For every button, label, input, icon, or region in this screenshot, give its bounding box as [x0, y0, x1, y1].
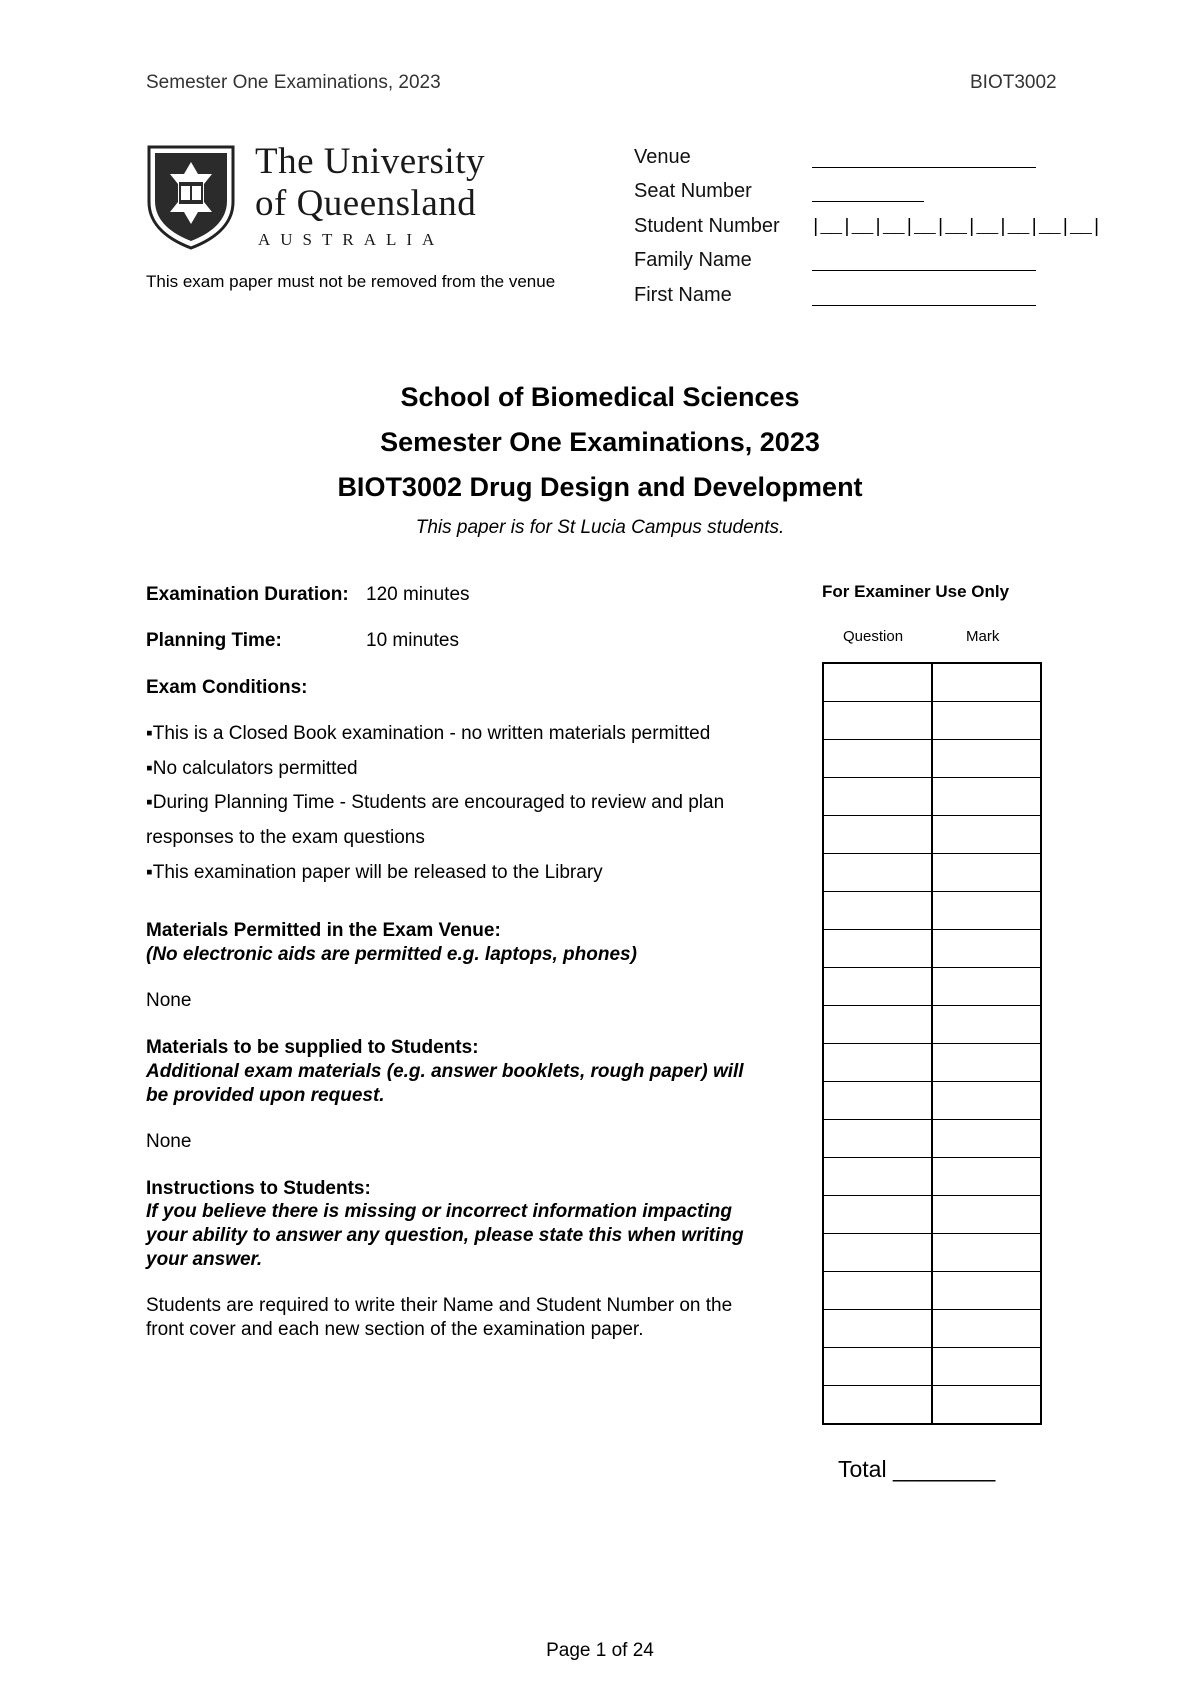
marks-row	[823, 1082, 1041, 1120]
question-cell[interactable]	[823, 663, 932, 702]
duration-value: 120 minutes	[366, 584, 470, 605]
duration-label: Examination Duration:	[146, 584, 349, 605]
materials-supplied-note: Additional exam materials (e.g. answer booklets, rough paper) will	[146, 1061, 744, 1082]
materials-venue-value: None	[146, 990, 192, 1011]
examiner-heading: For Examiner Use Only	[822, 582, 1010, 601]
family-name-field[interactable]	[812, 270, 1036, 271]
first-name-field[interactable]	[812, 305, 1036, 306]
question-cell[interactable]	[823, 1158, 932, 1196]
question-cell[interactable]	[823, 968, 932, 1006]
venue-label: Venue	[634, 146, 691, 168]
condition-item: ▪This is a Closed Book examination - no written materials permitted	[146, 723, 711, 744]
question-cell[interactable]	[823, 1348, 932, 1386]
instructions-note: If you believe there is missing or incorrect information impacting	[146, 1201, 732, 1222]
mark-cell[interactable]	[932, 1348, 1041, 1386]
marks-row	[823, 702, 1041, 740]
marks-row	[823, 1310, 1041, 1348]
mark-cell[interactable]	[932, 968, 1041, 1006]
instructions-note: your answer.	[146, 1249, 263, 1270]
question-cell[interactable]	[823, 816, 932, 854]
family-name-label: Family Name	[634, 249, 752, 271]
question-cell[interactable]	[823, 1006, 932, 1044]
question-column-header: Question	[843, 628, 904, 645]
marks-row	[823, 1272, 1041, 1310]
question-cell[interactable]	[823, 1196, 932, 1234]
mark-cell[interactable]	[932, 1272, 1041, 1310]
materials-supplied-note: be provided upon request.	[146, 1085, 385, 1106]
marks-row	[823, 1158, 1041, 1196]
logo-line-2: of Queensland	[255, 183, 477, 224]
mark-cell[interactable]	[932, 1158, 1041, 1196]
seat-number-field[interactable]	[812, 201, 924, 202]
materials-supplied-value: None	[146, 1131, 192, 1152]
marks-row	[823, 1196, 1041, 1234]
question-cell[interactable]	[823, 1386, 932, 1425]
mark-cell[interactable]	[932, 1006, 1041, 1044]
campus-note: This paper is for St Lucia Campus students.	[415, 517, 785, 538]
mark-cell[interactable]	[932, 740, 1041, 778]
planning-label: Planning Time:	[146, 630, 282, 651]
mark-cell[interactable]	[932, 892, 1041, 930]
mark-cell[interactable]	[932, 816, 1041, 854]
question-cell[interactable]	[823, 1120, 932, 1158]
instructions-text: Students are required to write their Name and Student Number on the	[146, 1295, 733, 1316]
marks-row	[823, 740, 1041, 778]
semester-title: Semester One Examinations, 2023	[380, 427, 820, 457]
question-cell[interactable]	[823, 1082, 932, 1120]
marks-row	[823, 1234, 1041, 1272]
marks-row	[823, 816, 1041, 854]
mark-cell[interactable]	[932, 930, 1041, 968]
student-number-field[interactable]: |__|__|__|__|__|__|__|__|__|	[810, 216, 1102, 238]
venue-field[interactable]	[812, 167, 1036, 168]
condition-item: ▪No calculators permitted	[146, 758, 358, 779]
mark-cell[interactable]	[932, 1082, 1041, 1120]
mark-cell[interactable]	[932, 702, 1041, 740]
question-cell[interactable]	[823, 1310, 932, 1348]
mark-cell[interactable]	[932, 1196, 1041, 1234]
marks-row	[823, 1120, 1041, 1158]
course-title: BIOT3002 Drug Design and Development	[337, 472, 863, 502]
condition-item: ▪This examination paper will be released to the Library	[146, 862, 603, 883]
instructions-text: front cover and each new section of the examination paper.	[146, 1319, 644, 1340]
header-left: Semester One Examinations, 2023	[146, 72, 441, 93]
materials-venue-note: (No electronic aids are permitted e.g. laptops, phones)	[146, 944, 637, 965]
marks-row	[823, 930, 1041, 968]
condition-item: ▪During Planning Time - Students are encouraged to review and plan	[146, 792, 725, 813]
first-name-label: First Name	[634, 284, 732, 306]
question-cell[interactable]	[823, 854, 932, 892]
marks-row	[823, 1386, 1041, 1425]
mark-cell[interactable]	[932, 1120, 1041, 1158]
mark-cell[interactable]	[932, 1044, 1041, 1082]
seat-number-label: Seat Number	[634, 180, 752, 202]
student-number-label: Student Number	[634, 215, 780, 237]
marks-row	[823, 663, 1041, 702]
mark-cell[interactable]	[932, 1234, 1041, 1272]
instructions-note: your ability to answer any question, please state this when writing	[146, 1225, 744, 1246]
planning-value: 10 minutes	[366, 630, 459, 651]
materials-venue-label: Materials Permitted in the Exam Venue:	[146, 920, 501, 941]
marks-row	[823, 778, 1041, 816]
question-cell[interactable]	[823, 702, 932, 740]
conditions-label: Exam Conditions:	[146, 677, 308, 698]
marks-row	[823, 968, 1041, 1006]
page-number: Page 1 of 24	[546, 1640, 654, 1661]
question-cell[interactable]	[823, 892, 932, 930]
marks-row	[823, 1044, 1041, 1082]
marks-row	[823, 1348, 1041, 1386]
marks-row	[823, 1006, 1041, 1044]
mark-column-header: Mark	[966, 628, 1000, 645]
mark-cell[interactable]	[932, 1386, 1041, 1425]
question-cell[interactable]	[823, 930, 932, 968]
marks-row	[823, 892, 1041, 930]
marks-table	[822, 662, 1042, 1425]
materials-supplied-label: Materials to be supplied to Students:	[146, 1037, 479, 1058]
total-field[interactable]: Total ________	[838, 1456, 996, 1482]
school-title: School of Biomedical Sciences	[400, 382, 800, 412]
question-cell[interactable]	[823, 1272, 932, 1310]
question-cell[interactable]	[823, 778, 932, 816]
question-cell[interactable]	[823, 740, 932, 778]
marks-row	[823, 854, 1041, 892]
question-cell[interactable]	[823, 1234, 932, 1272]
question-cell[interactable]	[823, 1044, 932, 1082]
removal-notice: This exam paper must not be removed from the venue	[146, 272, 556, 291]
mark-cell[interactable]	[932, 663, 1041, 702]
mark-cell[interactable]	[932, 778, 1041, 816]
mark-cell[interactable]	[932, 1310, 1041, 1348]
condition-item: responses to the exam questions	[146, 827, 425, 848]
logo-line-1: The University	[255, 141, 485, 182]
instructions-label: Instructions to Students:	[146, 1178, 371, 1199]
header-right: BIOT3002	[970, 72, 1057, 93]
mark-cell[interactable]	[932, 854, 1041, 892]
university-crest-icon	[146, 144, 236, 250]
logo-line-3: AUSTRALIA	[258, 230, 445, 249]
